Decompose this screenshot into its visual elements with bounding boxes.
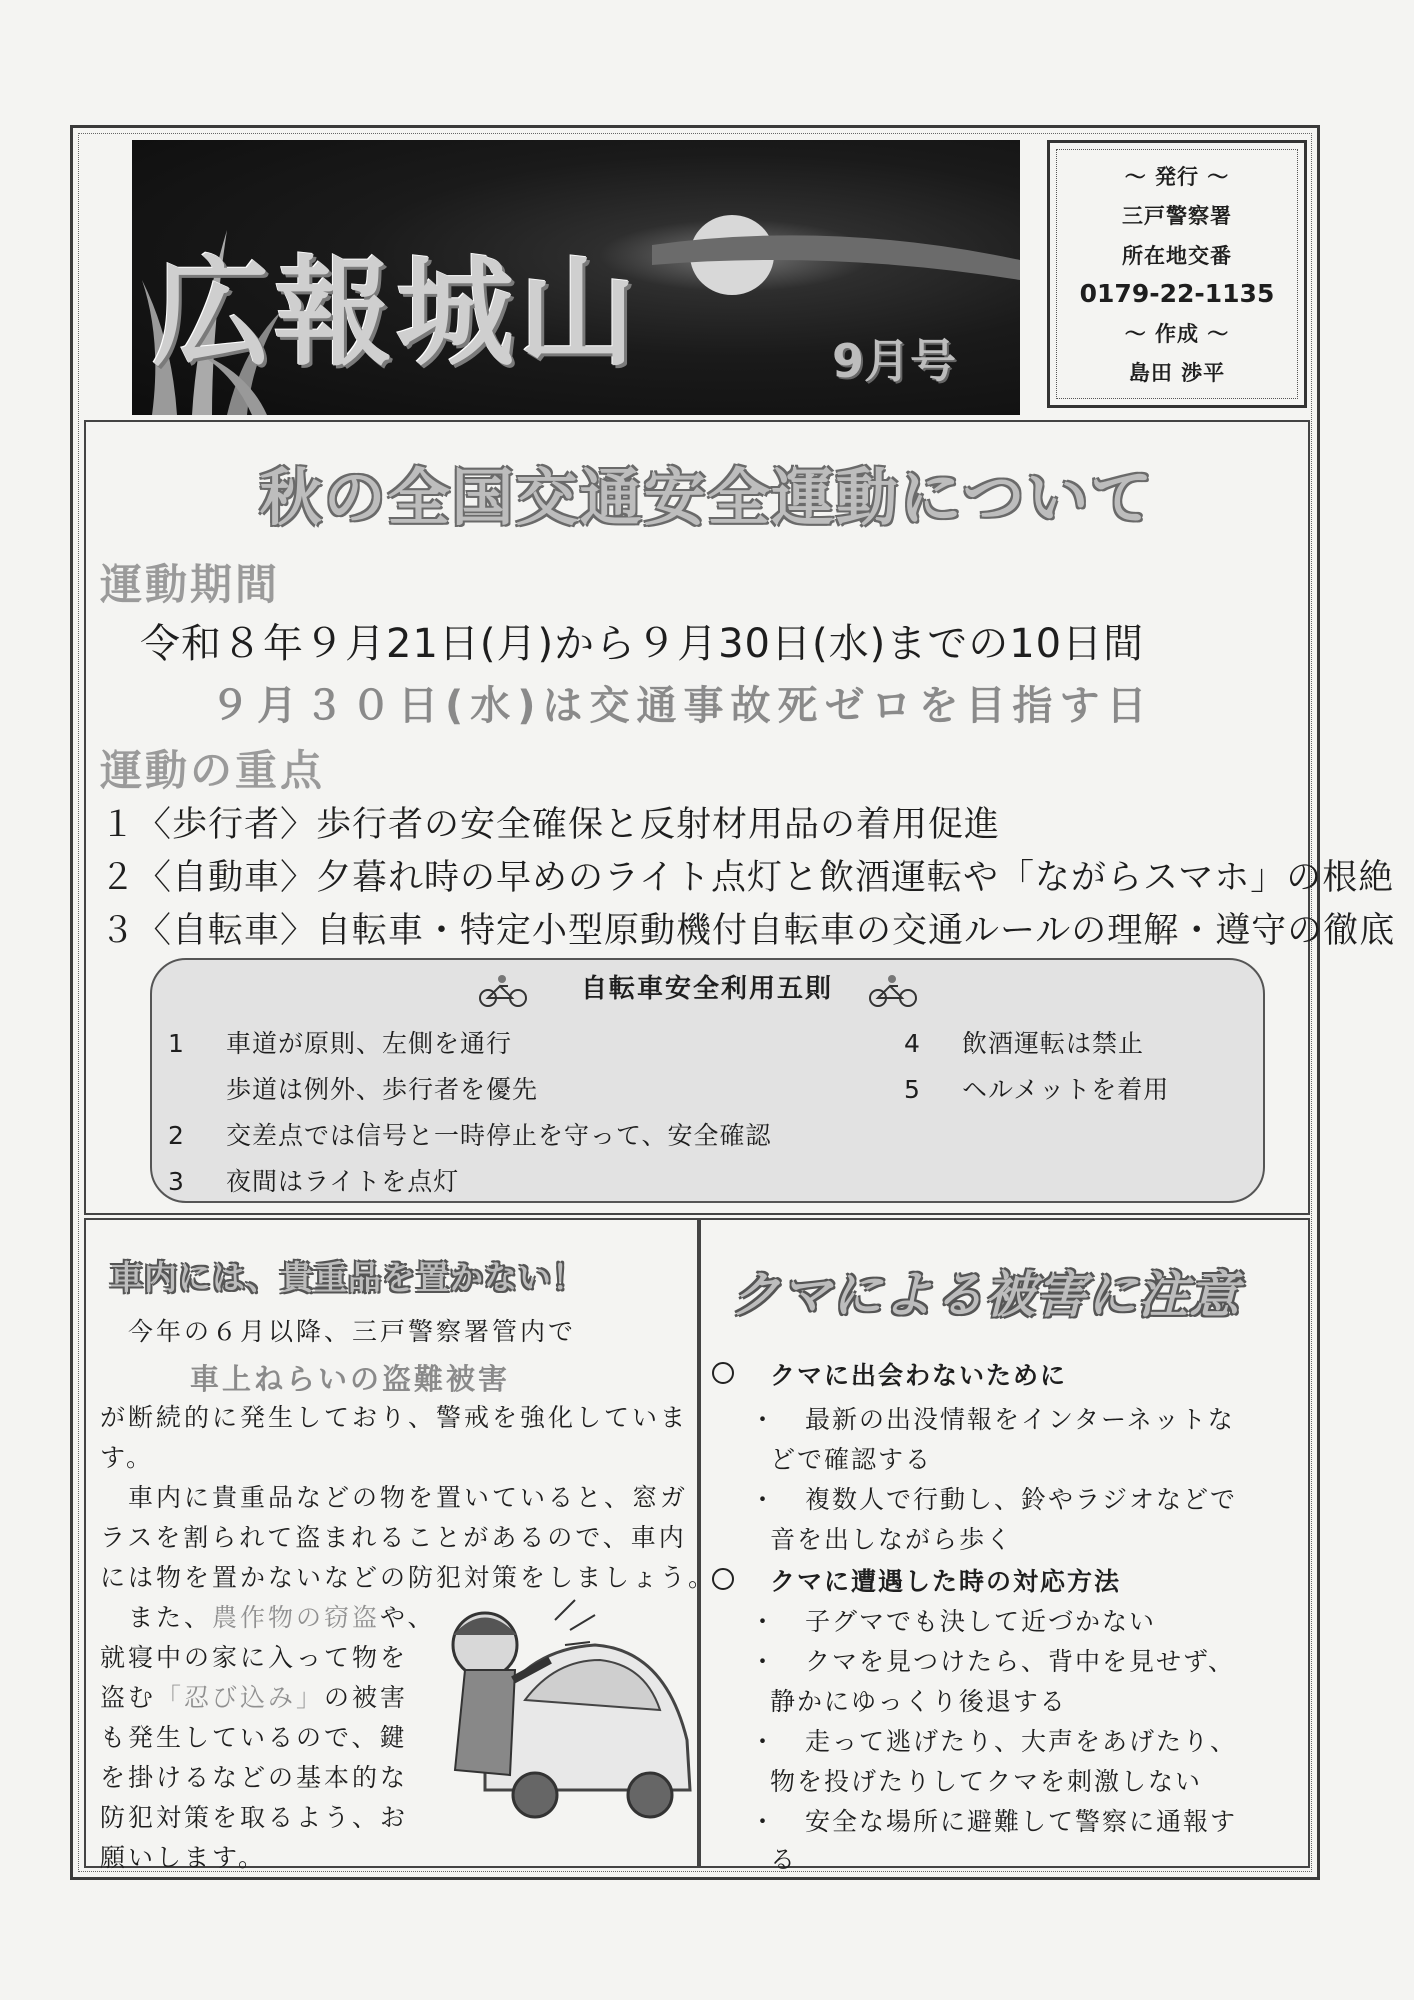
- bicycle-rule: 3 夜間はライトを点灯: [168, 1167, 460, 1196]
- article-line: また、農作物の窃盗や、: [128, 1603, 436, 1632]
- bicycle-rule: 5 ヘルメットを着用: [904, 1075, 1170, 1104]
- bullet-dot-icon: ・: [750, 1607, 776, 1636]
- bicycle-rule: 2 交差点では信号と一時停止を守って、安全確認: [168, 1121, 772, 1150]
- circle-bullet-icon: [712, 1568, 734, 1590]
- bullet-dot-icon: ・: [750, 1727, 776, 1756]
- bear-tip: 複数人で行動し、鈴やラジオなどで: [805, 1485, 1238, 1514]
- section-title: クマに出会わないために: [770, 1361, 1068, 1390]
- bullet-dot-icon: ・: [750, 1485, 776, 1514]
- article-line: を掛けるなどの基本的な: [100, 1763, 409, 1792]
- campaign-headline: 秋の全国交通安全運動について: [259, 461, 1155, 534]
- campaign-point: ３〈自転車〉自転車・特定小型原動機付自転車の交通ルールの理解・遵守の徹底: [100, 911, 1396, 951]
- bear-tip: どで確認する: [770, 1445, 933, 1474]
- publisher-box: [1047, 140, 1307, 408]
- article-line: が断続的に発生しており、警戒を強化していま: [100, 1403, 689, 1432]
- campaign-point: ２〈自動車〉夕暮れ時の早めのライト点灯と飲酒運転や「ながらスマホ」の根絶: [100, 858, 1395, 898]
- bear-tip: 安全な場所に避難して警察に通報す: [805, 1807, 1238, 1836]
- article-line: も発生しているので、鍵: [100, 1723, 408, 1752]
- bear-tip: 子グマでも決して近づかない: [805, 1607, 1157, 1636]
- masthead-title: 広報城山: [152, 244, 641, 382]
- bear-tip: 走って逃げたり、大声をあげたり、: [805, 1727, 1238, 1756]
- zero-fatality-day: ９月３０日(水)は交通事故死ゼロを目指す日: [210, 683, 1154, 729]
- bear-tip: 物を投げたりしてクマを刺激しない: [770, 1767, 1203, 1796]
- article-line: 防犯対策を取るよう、お: [100, 1803, 409, 1832]
- bear-tip: る: [770, 1845, 798, 1874]
- article-line: 願いします。: [100, 1843, 267, 1872]
- campaign-point: １〈歩行者〉歩行者の安全確保と反射材用品の着用促進: [100, 805, 1001, 845]
- author-name: 島田 渉平: [1128, 361, 1226, 386]
- article-line: 就寝中の家に入って物を: [100, 1643, 409, 1672]
- period-label: 運動期間: [100, 560, 281, 609]
- bear-tip: 音を出しながら歩く: [770, 1525, 1014, 1554]
- article-line: 今年の６月以降、三戸警察署管内で: [128, 1317, 577, 1346]
- issued-label: ～ 発行 ～: [1124, 164, 1230, 189]
- section-title: クマに遭遇した時の対応方法: [770, 1567, 1122, 1596]
- bicycle-rules-title: 自転車安全利用五則: [580, 974, 833, 1004]
- bullet-dot-icon: ・: [750, 1807, 776, 1836]
- bullet-dot-icon: ・: [750, 1405, 776, 1434]
- bicycle-icon: [868, 974, 920, 1008]
- bear-tip: 最新の出没情報をインターネットな: [805, 1405, 1235, 1434]
- bullet-dot-icon: ・: [750, 1647, 776, 1676]
- bicycle-rule: 4 飲酒運転は禁止: [904, 1029, 1145, 1058]
- emphasis-text: 車上ねらいの盗難被害: [190, 1362, 511, 1396]
- phone-number: 0179-22-1135: [1079, 279, 1275, 309]
- points-label: 運動の重点: [100, 746, 326, 795]
- masthead-banner: [132, 140, 1020, 415]
- article-line: す。: [100, 1443, 155, 1472]
- campaign-period: 令和８年９月21日(月)から９月30日(水)までの10日間: [140, 621, 1145, 667]
- bear-tip: 静かにゆっくり後退する: [770, 1687, 1067, 1716]
- article-line: 車内に貴重品などの物を置いていると、窓ガ: [128, 1483, 689, 1512]
- article-line: 盗む「忍び込み」の被害: [100, 1683, 409, 1712]
- bear-tip: クマを見つけたら、背中を見せず、: [805, 1647, 1236, 1676]
- issue-label: 9月号: [832, 334, 957, 388]
- bear-warning-headline: クマによる被害に注意: [730, 1266, 1240, 1324]
- car-thief-illustration: [425, 1590, 700, 1835]
- bicycle-rule: 1 車道が原則、左側を通行: [168, 1029, 513, 1058]
- bicycle-rule: 歩道は例外、歩行者を優先: [226, 1075, 539, 1104]
- koban-name: 所在地交番: [1122, 243, 1232, 268]
- article-line: ラスを割られて盗まれることがあるので、車内: [100, 1523, 687, 1552]
- circle-bullet-icon: [712, 1362, 734, 1384]
- station-name: 三戸警察署: [1122, 204, 1232, 229]
- author-label: ～ 作成 ～: [1124, 321, 1230, 346]
- valuables-headline: 車内には、貴重品を置かない！: [110, 1258, 586, 1297]
- article-line: には物を置かないなどの防犯対策をしましょう。: [100, 1563, 717, 1592]
